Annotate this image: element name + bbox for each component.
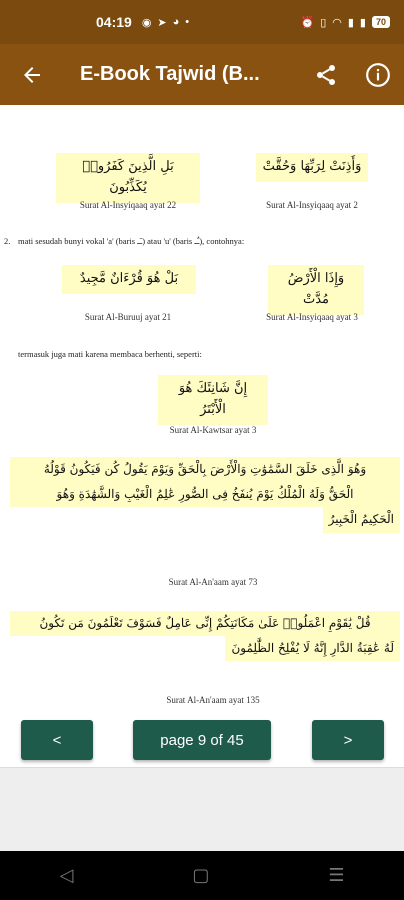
vibrate-icon: ▯: [320, 16, 327, 29]
verse-insyiqaaq-2: وَأَذِنَتْ لِرَبِّهَا وَحُقَّتْ: [256, 153, 368, 182]
page-indicator-button[interactable]: page 9 of 45: [133, 720, 271, 760]
battery-icon: 70: [372, 16, 390, 28]
next-page-button[interactable]: >: [312, 720, 384, 760]
verse-insyiqaaq-22: بَلِ الَّذِينَ كَفَرُوا۟ يُكَذِّبُونَ: [56, 153, 200, 203]
status-bar: [0, 0, 404, 44]
info-button[interactable]: [352, 62, 404, 88]
alarm-icon: ⏰: [300, 16, 315, 29]
app-bar: [0, 44, 404, 105]
system-recents-icon[interactable]: ☰: [328, 865, 345, 886]
verse-line: لَهُ عَٰقِبَةُ الدَّارِ إِنَّهُ لَا يُفْلِحُ الظَّٰلِمُونَ: [225, 636, 400, 661]
point-text: mati sesudah bunyi vokal 'a' (baris ـَـ) atau 'u' (baris ـُـ), contohnya:: [18, 236, 245, 246]
caption-insyiqaaq-3: Surat Al-Insyiqaaq ayat 3: [266, 312, 358, 322]
verse-line: قُلْ يَٰقَوْمِ اعْمَلُوا۟ عَلَىٰ مَكَانَتِكُمْ إِنِّى عَامِلٌ فَسَوْفَ تَعْلَمُونَ مَن تَكُونُ: [10, 611, 400, 636]
signal-icon-2: ▮: [359, 16, 366, 29]
share-icon: [314, 63, 338, 87]
caption-insyiqaaq-22: Surat Al-Insyiqaaq ayat 22: [79, 200, 177, 210]
info-icon: [365, 62, 391, 88]
verse-line: الْحَكِيمُ الْخَبِيرُ: [323, 507, 400, 532]
signal-icon: ▮: [347, 16, 354, 29]
system-icons: [300, 16, 390, 29]
verse-buruuj-21: بَلْ هُوَ قُرْءَانٌ مَّجِيدٌ: [62, 265, 196, 294]
point-number: 2.: [4, 236, 11, 246]
verse-kawtsar-3: إِنَّ شَانِئَكَ هُوَ الْأَبْتَرُ: [158, 375, 268, 425]
back-button[interactable]: [0, 63, 64, 87]
system-back-icon[interactable]: ◁: [59, 865, 74, 886]
system-navigation-bar: [0, 851, 404, 900]
caption-insyiqaaq-2: Surat Al-Insyiqaaq ayat 2: [266, 200, 358, 210]
prev-page-button[interactable]: <: [21, 720, 93, 760]
note-text: termasuk juga mati karena membaca berhenti, seperti:: [18, 349, 202, 359]
telegram-icon: ➤: [157, 16, 167, 29]
caption-anaam-135: Surat Al-An'aam ayat 135: [166, 695, 260, 705]
share-button[interactable]: [300, 63, 352, 87]
notification-icons: [142, 16, 189, 29]
empty-footer-area: [0, 767, 404, 851]
verse-line: وَهُوَ الَّذِى خَلَقَ السَّمَٰوَٰتِ وَالْأَرْضَ بِالْحَقِّ وَيَوْمَ يَقُولُ كُن فَيَكُونُ قَوْلُهُ: [10, 457, 400, 482]
system-home-icon[interactable]: ▢: [192, 865, 210, 886]
messenger-icon: ◕: [172, 16, 180, 28]
more-dots-icon: •: [185, 16, 190, 28]
verse-insyiqaaq-3: وَإِذَا الْأَرْضُ مُدَّتْ: [268, 265, 364, 315]
page-navigation: [0, 705, 404, 767]
arrow-left-icon: [20, 63, 44, 87]
page-title: E-Book Tajwid (B...: [80, 63, 260, 85]
verse-anaam-135: [10, 611, 400, 661]
wifi-icon: ◠: [332, 16, 342, 29]
caption-anaam-73: Surat Al-An'aam ayat 73: [168, 577, 258, 587]
verse-line: الْحَقُّ وَلَهُ الْمُلْكُ يَوْمَ يُنفَخُ فِى الصُّورِ عَٰلِمُ الْغَيْبِ وَالشَّهَٰدَةِ وَهُوَ: [10, 482, 400, 507]
status-time: 04:19: [96, 14, 132, 30]
verse-anaam-73: [10, 457, 400, 533]
whatsapp-icon: ◉: [141, 16, 152, 29]
caption-kawtsar-3: Surat Al-Kawtsar ayat 3: [169, 425, 257, 435]
ebook-page[interactable]: [0, 105, 404, 705]
caption-buruuj-21: Surat Al-Buruuj ayat 21: [84, 312, 172, 322]
